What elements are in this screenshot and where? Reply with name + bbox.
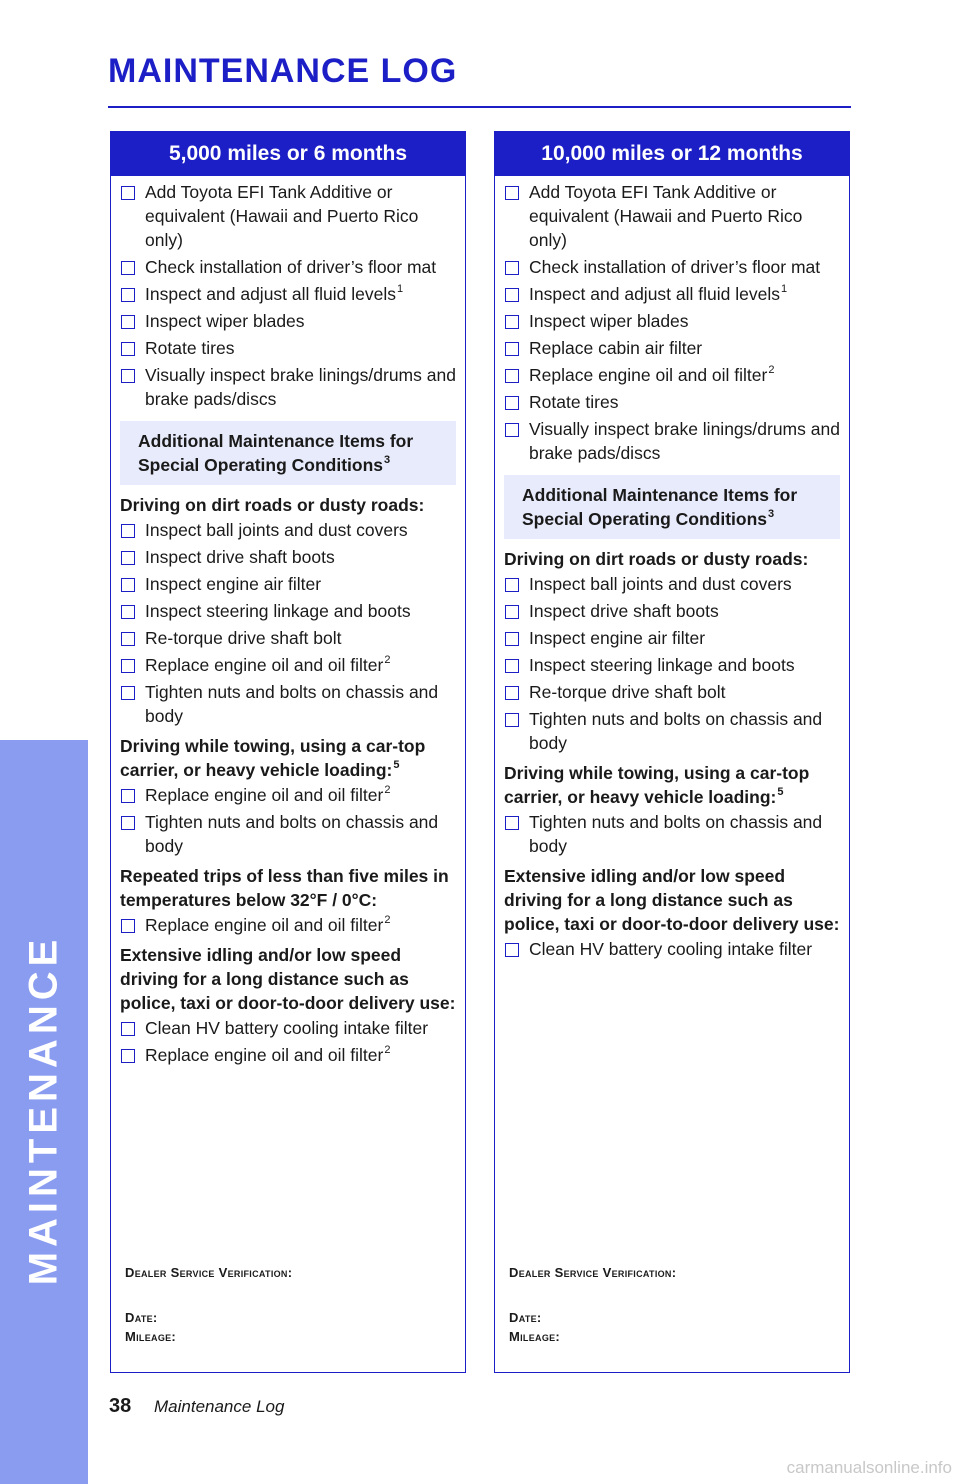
checklist-item (120, 653, 456, 677)
item-label: Re-torque drive shaft bolt (145, 628, 342, 648)
condition-heading-text: Repeated trips of less than five miles in temperatures below 32°F / 0°C: (120, 866, 449, 910)
checkbox[interactable] (505, 686, 519, 700)
page-number: 38 (109, 1395, 132, 1417)
checkbox[interactable] (121, 1049, 135, 1063)
checklist-item-text (145, 913, 456, 937)
item-label: Inspect steering linkage and boots (529, 655, 795, 675)
checklist-item (120, 1043, 456, 1067)
checklist-item (120, 545, 456, 569)
condition-heading (120, 943, 456, 1015)
checklist-item-text (145, 783, 456, 807)
item-label: Rotate tires (145, 338, 235, 358)
checkbox[interactable] (121, 369, 135, 383)
checklist-item-text (145, 810, 456, 858)
checklist-item (120, 783, 456, 807)
checkbox[interactable] (505, 659, 519, 673)
checklist-item (504, 417, 840, 465)
item-label: Inspect wiper blades (145, 311, 305, 331)
mileage-label: Mileage: (509, 1329, 561, 1344)
condition-heading (504, 547, 840, 571)
condition-heading-text: Driving while towing, using a car-top carrier, or heavy vehicle loading: (120, 736, 426, 780)
checkbox[interactable] (505, 261, 519, 275)
item-label: Clean HV battery cooling intake filter (529, 939, 813, 959)
checklist-item (504, 937, 840, 961)
checklist-item (504, 363, 840, 387)
title-divider (108, 106, 851, 108)
footnote-ref: 2 (384, 654, 391, 667)
checklist-item (120, 599, 456, 623)
checkbox[interactable] (121, 261, 135, 275)
checklist-item (504, 336, 840, 360)
date-label: Date: (125, 1310, 158, 1325)
checklist-item (120, 518, 456, 542)
item-label: Tighten nuts and bolts on chassis and body (145, 682, 439, 726)
condition-heading-text: Driving on dirt roads or dusty roads: (120, 495, 425, 515)
checklist-item (504, 626, 840, 650)
checklist-item-text (145, 309, 456, 333)
checkbox[interactable] (505, 288, 519, 302)
item-label: Check installation of driver’s floor mat (529, 257, 821, 277)
checklist-item-text (145, 518, 456, 542)
checklist-item-text (529, 810, 840, 858)
checklist-item-text (145, 363, 456, 411)
item-label: Tighten nuts and bolts on chassis and body (529, 709, 823, 753)
checklist-item-text (529, 255, 840, 279)
checkbox[interactable] (121, 551, 135, 565)
checklist-item (504, 810, 840, 858)
checkbox[interactable] (121, 789, 135, 803)
checkbox[interactable] (505, 315, 519, 329)
checklist-item (120, 336, 456, 360)
special-conditions-box (120, 421, 456, 485)
condition-heading (120, 493, 456, 517)
checklist-item-text (145, 180, 456, 252)
footnote-ref: 3 (384, 454, 391, 467)
item-label: Add Toyota EFI Tank Additive or equivalent (Hawaii and Puerto Rico only) (529, 182, 803, 250)
checkbox[interactable] (505, 943, 519, 957)
dealer-verification-block (125, 1263, 292, 1346)
item-label: Tighten nuts and bolts on chassis and body (145, 812, 439, 856)
condition-heading-text: Driving on dirt roads or dusty roads: (504, 549, 809, 569)
checklist-item-text (529, 626, 840, 650)
item-label: Inspect engine air filter (529, 628, 706, 648)
column-header: 10,000 miles or 12 months (495, 132, 849, 176)
checklist-item (504, 599, 840, 623)
checklist-item-text (529, 599, 840, 623)
special-conditions-label: Additional Maintenance Items for Special Operating Conditions (138, 431, 414, 475)
item-label: Visually inspect brake linings/drums and brake pads/discs (145, 365, 456, 409)
condition-heading-text: Extensive idling and/or low speed driving for a long distance such as police, taxi or door-to-door delivery use: (120, 945, 456, 1013)
checklist-item (504, 282, 840, 306)
checkbox[interactable] (121, 288, 135, 302)
checkbox[interactable] (121, 686, 135, 700)
maintenance-column-5000 (110, 131, 466, 1373)
condition-heading-text: Driving while towing, using a car-top carrier, or heavy vehicle loading: (504, 763, 810, 807)
checkbox[interactable] (121, 315, 135, 329)
item-label: Inspect ball joints and dust covers (529, 574, 792, 594)
item-label: Visually inspect brake linings/drums and brake pads/discs (529, 419, 840, 463)
item-label: Replace engine oil and oil filter (145, 1045, 384, 1065)
checkbox[interactable] (505, 186, 519, 200)
checkbox[interactable] (121, 524, 135, 538)
item-label: Inspect drive shaft boots (529, 601, 719, 621)
condition-heading (504, 761, 840, 809)
checklist-item (120, 572, 456, 596)
dealer-verification-label: Dealer Service Verification: (509, 1265, 677, 1280)
checkbox[interactable] (121, 632, 135, 646)
checklist-item (504, 255, 840, 279)
condition-heading (120, 734, 456, 782)
checklist-item-text (145, 572, 456, 596)
footnote-ref: 5 (393, 759, 400, 772)
checklist-item-text (529, 180, 840, 252)
page-title: MAINTENANCE LOG (108, 52, 458, 90)
checklist-item (120, 282, 456, 306)
checkbox[interactable] (505, 713, 519, 727)
special-conditions-box (504, 475, 840, 539)
checklist-item-text (145, 626, 456, 650)
checkbox[interactable] (121, 186, 135, 200)
checklist-item-text (529, 572, 840, 596)
checkbox[interactable] (505, 605, 519, 619)
checklist-item-text (529, 417, 840, 465)
item-label: Check installation of driver’s floor mat (145, 257, 437, 277)
checklist-item-text (529, 336, 840, 360)
checkbox[interactable] (121, 342, 135, 356)
item-label: Inspect steering linkage and boots (145, 601, 411, 621)
side-tab-label: MAINTENANCE (21, 934, 66, 1286)
checklist-item-text (529, 390, 840, 414)
item-label: Replace engine oil and oil filter (145, 915, 384, 935)
item-label: Rotate tires (529, 392, 619, 412)
checklist-item-text (145, 653, 456, 677)
checklist-item-text (145, 336, 456, 360)
checklist-item-text (529, 653, 840, 677)
checkbox[interactable] (121, 1022, 135, 1036)
checklist-item-text (529, 937, 840, 961)
watermark: carmanualsonline.info (786, 1458, 952, 1477)
checkbox[interactable] (505, 423, 519, 437)
checklist-item (120, 309, 456, 333)
item-label: Clean HV battery cooling intake filter (145, 1018, 429, 1038)
item-label: Inspect engine air filter (145, 574, 322, 594)
checklist-item (120, 255, 456, 279)
checkbox[interactable] (505, 578, 519, 592)
item-label: Re-torque drive shaft bolt (529, 682, 726, 702)
checkbox[interactable] (121, 659, 135, 673)
checklist-item-text (145, 282, 456, 306)
checklist-item (504, 680, 840, 704)
footnote-ref: 1 (396, 283, 404, 296)
checklist-item (504, 653, 840, 677)
checklist-item-text (529, 309, 840, 333)
item-label: Replace engine oil and oil filter (529, 365, 768, 385)
checkbox[interactable] (505, 816, 519, 830)
checklist-item (504, 707, 840, 755)
checklist-item (120, 913, 456, 937)
condition-heading-text: Extensive idling and/or low speed driving for a long distance such as police, taxi or door-to-door delivery use: (504, 866, 840, 934)
footnote-ref: 2 (384, 914, 391, 927)
checklist-item (120, 1016, 456, 1040)
checklist-item-text (529, 282, 840, 306)
column-body (495, 176, 849, 961)
item-label: Add Toyota EFI Tank Additive or equivalent (Hawaii and Puerto Rico only) (145, 182, 419, 250)
date-label: Date: (509, 1310, 542, 1325)
footnote-ref: 5 (777, 786, 784, 799)
checklist-item-text (145, 1016, 456, 1040)
checklist-item (120, 626, 456, 650)
checklist-item (504, 390, 840, 414)
footnote-ref: 2 (384, 1044, 391, 1057)
checklist-item-text (529, 680, 840, 704)
checklist-item (120, 180, 456, 252)
item-label: Replace engine oil and oil filter (145, 655, 384, 675)
item-label: Inspect ball joints and dust covers (145, 520, 408, 540)
checklist-item (120, 680, 456, 728)
checklist-item-text (145, 1043, 456, 1067)
footnote-ref: 2 (384, 784, 391, 797)
item-label: Tighten nuts and bolts on chassis and body (529, 812, 823, 856)
checklist-item-text (529, 707, 840, 755)
item-label: Inspect and adjust all fluid levels (529, 284, 780, 304)
item-label: Replace cabin air filter (529, 338, 703, 358)
footnote-ref: 1 (780, 283, 788, 296)
column-body (111, 176, 465, 1067)
special-conditions-label: Additional Maintenance Items for Special Operating Conditions (522, 485, 798, 529)
item-label: Inspect drive shaft boots (145, 547, 335, 567)
maintenance-column-10000 (494, 131, 850, 1373)
dealer-verification-label: Dealer Service Verification: (125, 1265, 293, 1280)
checklist-item (120, 363, 456, 411)
checklist-item (504, 309, 840, 333)
item-label: Replace engine oil and oil filter (145, 785, 384, 805)
checklist-item-text (145, 680, 456, 728)
checkbox[interactable] (121, 578, 135, 592)
checklist-item-text (145, 255, 456, 279)
mileage-label: Mileage: (125, 1329, 177, 1344)
checklist-item-text (145, 599, 456, 623)
checklist-item (504, 180, 840, 252)
checklist-item (120, 810, 456, 858)
checkbox[interactable] (121, 816, 135, 830)
condition-heading (120, 864, 456, 912)
checklist-item-text (529, 363, 840, 387)
checkbox[interactable] (505, 396, 519, 410)
item-label: Inspect wiper blades (529, 311, 689, 331)
footer-label: Maintenance Log (154, 1397, 285, 1416)
column-header: 5,000 miles or 6 months (111, 132, 465, 176)
condition-heading (504, 864, 840, 936)
checkbox[interactable] (121, 605, 135, 619)
footnote-ref: 2 (768, 364, 775, 377)
checklist-item-text (145, 545, 456, 569)
checkbox[interactable] (121, 919, 135, 933)
dealer-verification-block (509, 1263, 676, 1346)
item-label: Inspect and adjust all fluid levels (145, 284, 396, 304)
footnote-ref: 3 (768, 508, 775, 521)
checkbox[interactable] (505, 342, 519, 356)
checkbox[interactable] (505, 369, 519, 383)
checklist-item (504, 572, 840, 596)
checkbox[interactable] (505, 632, 519, 646)
